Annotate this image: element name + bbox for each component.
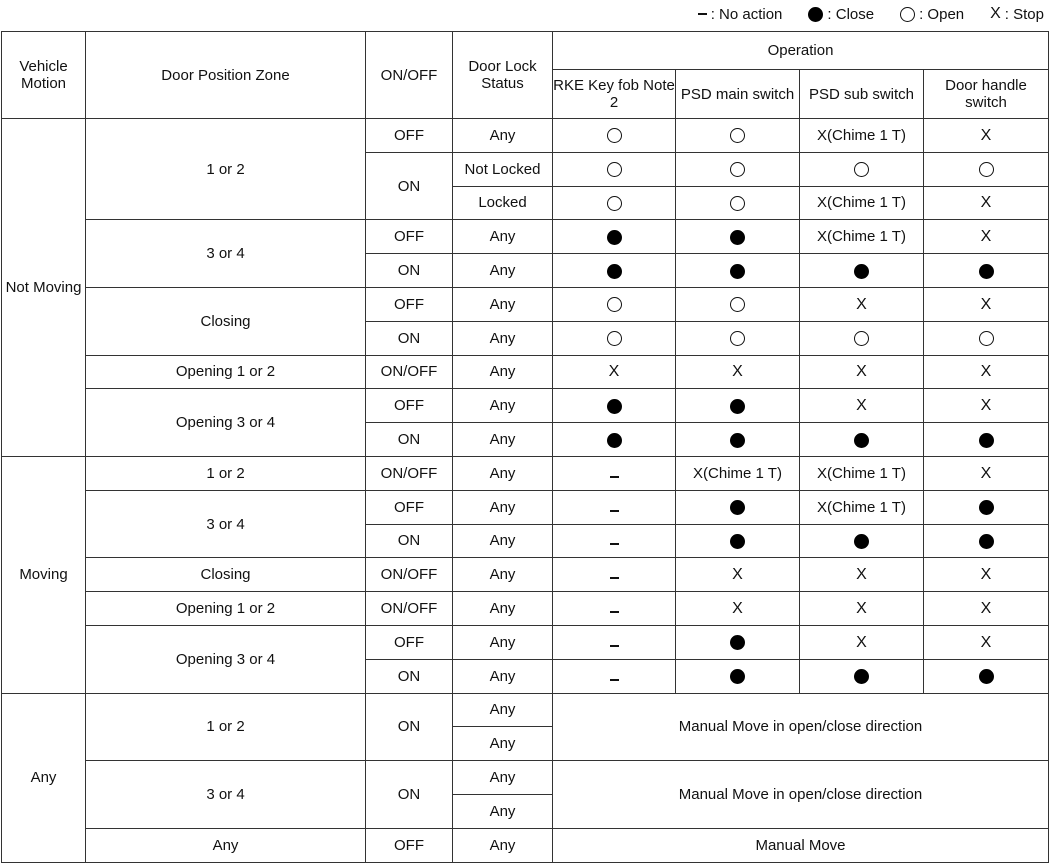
vehicle-motion-cell: Any [2,693,86,862]
operation-cell [553,558,676,592]
operation-cell [800,592,924,626]
door-position-zone-cell: 3 or 4 [86,220,366,288]
door-lock-status-cell: Any [453,693,553,727]
legend-label: : Open [919,5,965,23]
x-icon: X [980,126,992,144]
dash-icon [610,510,619,512]
operation-cell [676,152,800,186]
on-off-cell: OFF [366,625,453,659]
operation-cell [676,423,800,457]
x-icon: X [980,363,992,381]
filled-circle-icon [607,433,622,448]
table-row [2,456,1049,490]
operation-cell [800,456,924,490]
operation-cell [553,220,676,254]
operation-cell [924,659,1049,693]
operation-cell [553,456,676,490]
x-icon: X [980,397,992,415]
door-position-zone-cell: Opening 3 or 4 [86,625,366,693]
operation-cell [924,287,1049,321]
operation-cell [800,625,924,659]
open-circle-icon [730,196,745,211]
open-circle-icon [730,128,745,143]
door-lock-status-cell: Any [453,727,553,761]
operation-cell [924,592,1049,626]
table-row [2,287,1049,321]
header-operation: Operation [553,32,1049,70]
filled-circle-icon [854,433,869,448]
open-circle-icon [730,162,745,177]
door-position-zone-cell: 1 or 2 [86,456,366,490]
open-circle-icon [607,331,622,346]
door-lock-status-cell: Any [453,456,553,490]
on-off-cell: ON [366,524,453,558]
x-icon: X [732,600,743,618]
open-circle-icon [900,7,915,22]
on-off-cell: ON/OFF [366,456,453,490]
filled-circle-icon [730,230,745,245]
operation-cell [800,659,924,693]
on-off-cell: ON [366,761,453,829]
door-position-zone-cell: 1 or 2 [86,693,366,761]
x-icon: X [856,566,867,584]
on-off-cell: ON [366,152,453,220]
operation-cell [800,254,924,288]
door-lock-status-cell: Any [453,220,553,254]
on-off-cell: ON/OFF [366,558,453,592]
table-row [2,355,1049,389]
operation-cell [676,321,800,355]
header-psd-sub: PSD sub switch [800,70,924,119]
filled-circle-icon [730,534,745,549]
open-circle-icon [730,331,745,346]
header-door-handle: Door handle switch [924,70,1049,119]
x-icon: X [856,600,867,618]
filled-circle-icon [607,399,622,414]
operation-cell [800,119,924,153]
operation-cell [553,119,676,153]
operation-cell [553,490,676,524]
door-lock-status-cell: Any [453,389,553,423]
filled-circle-icon [979,433,994,448]
table-row [2,490,1049,524]
dash-icon [698,13,707,15]
operation-cell [676,254,800,288]
dash-icon [610,577,619,579]
operation-cell [924,119,1049,153]
operation-cell [676,659,800,693]
table-row [2,220,1049,254]
door-lock-status-cell: Any [453,625,553,659]
door-lock-status-cell: Any [453,119,553,153]
filled-circle-icon [854,669,869,684]
operation-cell [800,423,924,457]
dash-icon [610,679,619,681]
filled-circle-icon [730,264,745,279]
door-lock-status-cell: Any [453,423,553,457]
open-circle-icon [854,331,869,346]
on-off-cell: ON [366,659,453,693]
door-lock-status-cell: Any [453,254,553,288]
header-rke: RKE Key fob Note 2 [553,70,676,119]
filled-circle-icon [607,264,622,279]
x-icon: X [980,566,992,584]
filled-circle-icon [979,669,994,684]
operation-cell [800,389,924,423]
operation-cell [553,355,676,389]
filled-circle-icon [730,433,745,448]
table-row [2,558,1049,592]
door-lock-status-cell: Any [453,592,553,626]
header-row [2,32,1049,70]
operation-cell [800,321,924,355]
filled-circle-icon [607,230,622,245]
operation-cell [924,321,1049,355]
dash-icon [610,543,619,545]
door-position-zone-cell: Closing [86,287,366,355]
operation-cell [553,423,676,457]
vehicle-motion-cell: Not Moving [2,119,86,457]
on-off-cell: ON/OFF [366,592,453,626]
legend-label: : No action [710,5,783,23]
filled-circle-icon [979,500,994,515]
on-off-cell: OFF [366,490,453,524]
operation-table [1,31,1049,863]
door-lock-status-cell: Not Locked [453,152,553,186]
manual-move-cell: Manual Move in open/close direction [553,693,1049,761]
legend-close [808,6,874,23]
operation-cell [924,152,1049,186]
on-off-cell: ON [366,423,453,457]
operation-cell [553,321,676,355]
on-off-cell: OFF [366,287,453,321]
door-position-zone-cell: 3 or 4 [86,490,366,558]
filled-circle-icon [730,399,745,414]
filled-circle-icon [979,264,994,279]
filled-circle-icon [730,500,745,515]
on-off-cell: ON [366,321,453,355]
manual-move-cell: Manual Move in open/close direction [553,761,1049,829]
door-lock-status-cell: Any [453,524,553,558]
stop-chime-text: X(Chime 1 T) [817,464,906,482]
x-icon: X [980,600,992,618]
table-row [2,693,1049,727]
on-off-cell: OFF [366,119,453,153]
operation-cell [553,186,676,220]
open-circle-icon [854,162,869,177]
x-icon: X [732,363,743,381]
x-icon: X [608,363,620,381]
legend-no-action [698,6,783,23]
operation-cell [676,490,800,524]
door-position-zone-cell: Opening 1 or 2 [86,592,366,626]
operation-cell [800,152,924,186]
door-lock-status-cell: Any [453,355,553,389]
on-off-cell: ON [366,693,453,761]
x-icon: X [990,5,1001,22]
open-circle-icon [607,297,622,312]
door-lock-status-cell: Any [453,828,553,862]
door-position-zone-cell: Closing [86,558,366,592]
operation-cell [676,220,800,254]
filled-circle-icon [808,7,823,22]
stop-chime-text: X(Chime 1 T) [817,228,906,246]
door-position-zone-cell: 3 or 4 [86,761,366,829]
x-icon: X [732,566,743,584]
operation-cell [553,389,676,423]
operation-cell [553,287,676,321]
legend-open [900,6,964,23]
operation-cell [676,456,800,490]
door-lock-status-cell: Any [453,490,553,524]
door-lock-status-cell: Any [453,659,553,693]
table-row [2,625,1049,659]
door-lock-status-cell: Any [453,558,553,592]
door-lock-status-cell: Any [453,794,553,828]
operation-cell [924,423,1049,457]
x-icon: X [856,295,867,313]
x-icon: X [856,633,867,651]
table-row [2,592,1049,626]
operation-cell [924,220,1049,254]
table-row [2,389,1049,423]
operation-cell [676,186,800,220]
operation-cell [553,152,676,186]
operation-cell [924,490,1049,524]
x-icon: X [980,194,992,212]
on-off-cell: ON [366,254,453,288]
operation-cell [676,287,800,321]
operation-cell [800,558,924,592]
vehicle-motion-cell: Moving [2,456,86,693]
open-circle-icon [979,331,994,346]
dash-icon [610,611,619,613]
header-door-position-zone: Door Position Zone [86,32,366,119]
filled-circle-icon [854,534,869,549]
header-on-off: ON/OFF [366,32,453,119]
stop-chime-text: X(Chime 1 T) [817,126,906,144]
legend-label: : Stop [1004,5,1044,23]
stop-chime-text: X(Chime 1 T) [693,464,782,482]
x-icon: X [856,363,867,381]
stop-chime-text: X(Chime 1 T) [817,498,906,516]
door-lock-status-cell: Any [453,761,553,795]
operation-cell [924,186,1049,220]
filled-circle-icon [730,635,745,650]
operation-cell [800,355,924,389]
operation-cell [800,524,924,558]
door-position-zone-cell: Opening 3 or 4 [86,389,366,457]
x-icon: X [856,397,867,415]
dash-icon [610,476,619,478]
operation-cell [676,625,800,659]
operation-cell [553,254,676,288]
door-position-zone-cell: 1 or 2 [86,119,366,220]
operation-cell [676,119,800,153]
operation-cell [553,592,676,626]
stop-chime-text: X(Chime 1 T) [817,194,906,212]
operation-cell [924,389,1049,423]
operation-cell [924,254,1049,288]
x-icon: X [980,295,992,313]
door-lock-status-cell: Any [453,321,553,355]
door-lock-status-cell: Locked [453,186,553,220]
operation-cell [676,355,800,389]
operation-cell [924,625,1049,659]
operation-cell [800,220,924,254]
operation-cell [924,524,1049,558]
operation-cell [800,186,924,220]
open-circle-icon [607,196,622,211]
operation-cell [553,524,676,558]
operation-cell [800,490,924,524]
operation-cell [553,625,676,659]
operation-cell [924,355,1049,389]
x-icon: X [980,633,992,651]
operation-cell [924,456,1049,490]
operation-cell [676,592,800,626]
door-position-zone-cell: Opening 1 or 2 [86,355,366,389]
table-row [2,119,1049,153]
on-off-cell: OFF [366,828,453,862]
on-off-cell: OFF [366,220,453,254]
filled-circle-icon [979,534,994,549]
dash-icon [610,645,619,647]
operation-cell [676,524,800,558]
table-row [2,828,1049,862]
x-icon: X [980,464,992,482]
operation-cell [800,287,924,321]
open-circle-icon [730,297,745,312]
legend-stop [990,5,1044,23]
open-circle-icon [607,128,622,143]
manual-move-cell: Manual Move [553,828,1049,862]
on-off-cell: ON/OFF [366,355,453,389]
door-position-zone-cell: Any [86,828,366,862]
header-vehicle-motion: Vehicle Motion [2,32,86,119]
open-circle-icon [607,162,622,177]
on-off-cell: OFF [366,389,453,423]
filled-circle-icon [854,264,869,279]
x-icon: X [980,228,992,246]
door-lock-status-cell: Any [453,287,553,321]
operation-cell [924,558,1049,592]
filled-circle-icon [730,669,745,684]
operation-cell [676,389,800,423]
operation-cell [553,659,676,693]
legend-label: : Close [827,5,875,23]
header-door-lock-status: Door Lock Status [453,32,553,119]
open-circle-icon [979,162,994,177]
table-row [2,761,1049,795]
header-psd-main: PSD main switch [676,70,800,119]
operation-cell [676,558,800,592]
legend [698,0,1044,28]
